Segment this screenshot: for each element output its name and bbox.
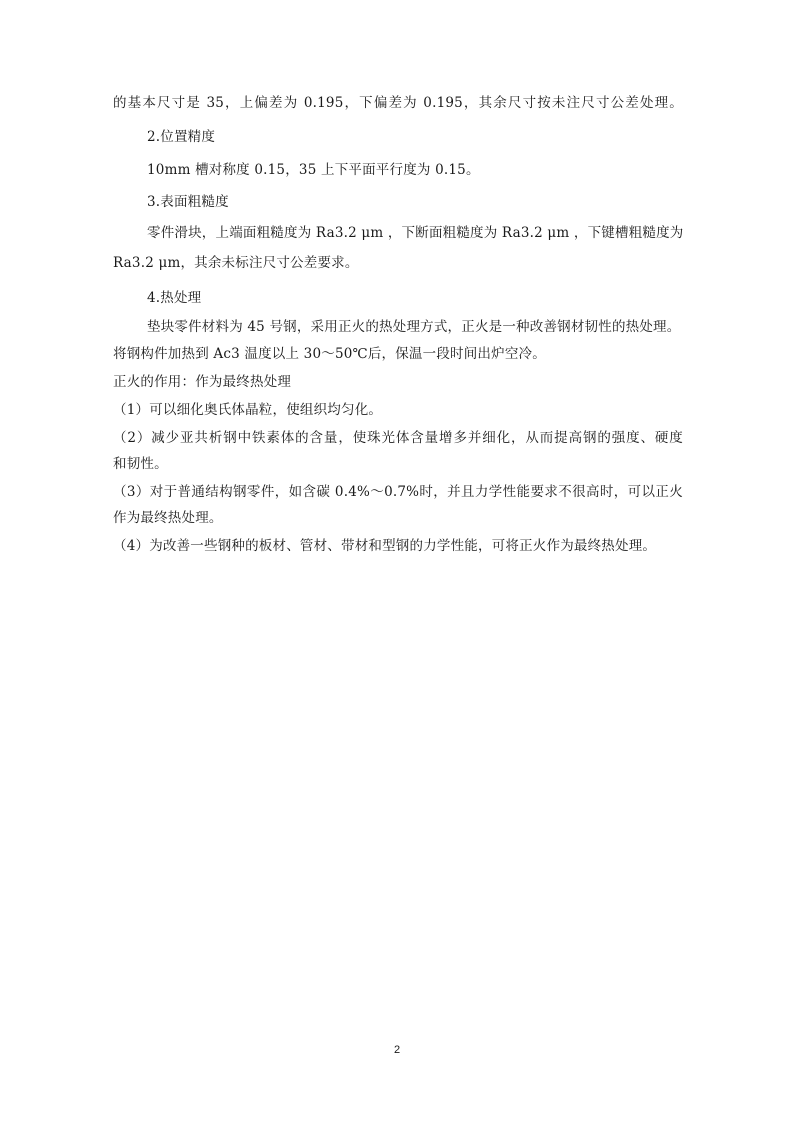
list-item: （1）可以细化奥氏体晶粒，使组织均匀化。 bbox=[113, 402, 383, 418]
page-number: 2 bbox=[393, 1044, 401, 1056]
paragraph-line: 10mm 槽对称度 0.15，35 上下平面平行度为 0.15。 bbox=[147, 162, 480, 178]
list-item-continuation: 作为最终热处理。 bbox=[113, 510, 223, 526]
paragraph-line: 将钢构件加热到 Ac3 温度以上 30～50℃后，保温一段时间出炉空冷。 bbox=[113, 346, 546, 362]
paragraph-line: 垫块零件材料为 45 号钢，采用正火的热处理方式，正火是一种改善钢材韧性的热处理。 bbox=[147, 319, 681, 335]
list-item: （4）为改善一些钢种的板材、管材、带材和型钢的力学性能，可将正火作为最终热处理。 bbox=[113, 538, 657, 554]
list-item: （3）对于普通结构钢零件，如含碳 0.4%～0.7%时，并且力学性能要求不很高时，可以正火 bbox=[113, 484, 683, 500]
section-heading-surface-roughness: 3.表面粗糙度 bbox=[147, 194, 229, 210]
list-item: （2）减少亚共析钢中铁素体的含量，使珠光体含量增多并细化，从而提高钢的强度、硬度 bbox=[113, 430, 683, 446]
list-item-continuation: 和韧性。 bbox=[113, 456, 168, 472]
paragraph-line: 零件滑块，上端面粗糙度为 Ra3.2 μm ，下断面粗糙度为 Ra3.2 μm ，下键槽粗糙度为 bbox=[147, 225, 684, 241]
paragraph-line: Ra3.2 μm，其余未标注尺寸公差要求。 bbox=[113, 255, 359, 271]
paragraph-line: 正火的作用：作为最终热处理 bbox=[113, 374, 292, 390]
section-heading-position-accuracy: 2.位置精度 bbox=[147, 129, 216, 145]
paragraph-line: 的基本尺寸是 35，上偏差为 0.195，下偏差为 0.195，其余尺寸按未注尺寸公差处理。 bbox=[113, 95, 683, 111]
section-heading-heat-treatment: 4.热处理 bbox=[147, 290, 202, 306]
